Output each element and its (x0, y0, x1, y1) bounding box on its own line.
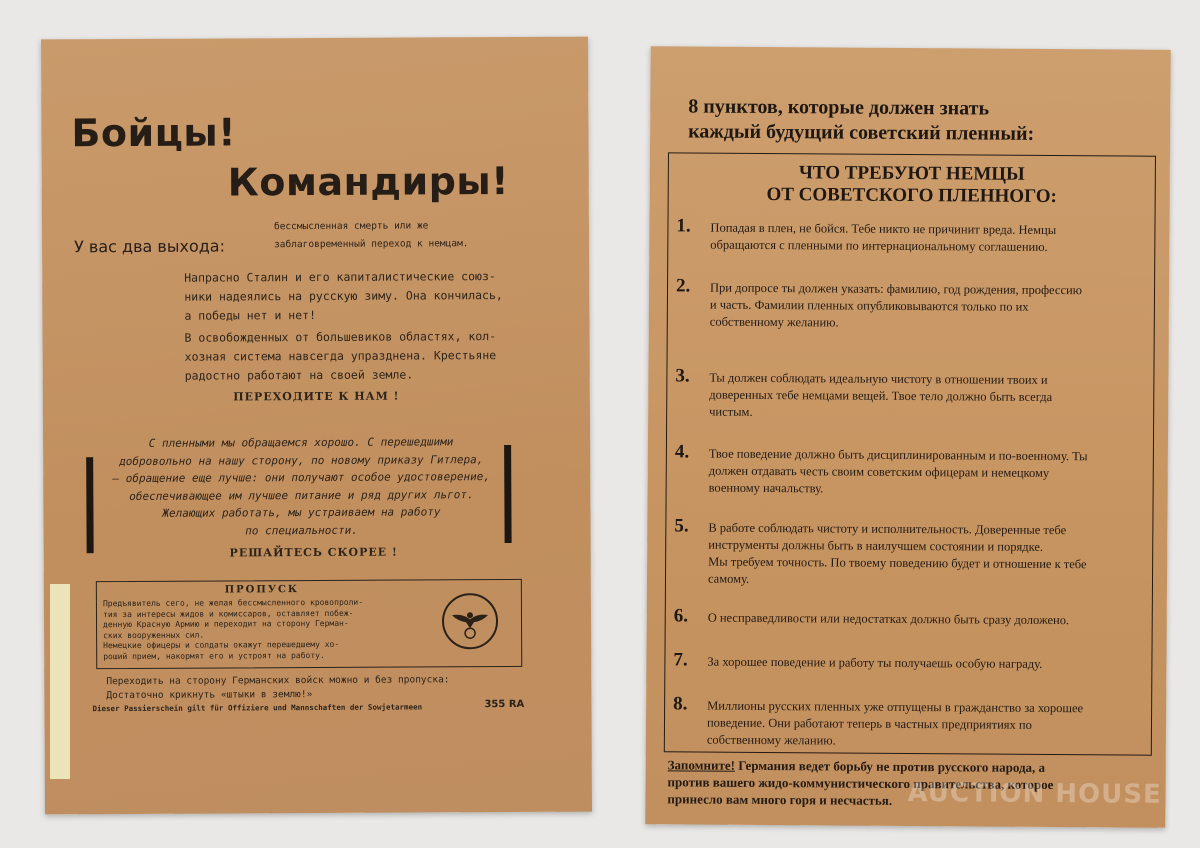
pass-text: Предъявитель сего, не желая бессмысленного кровопроли- тия за интересы жидов и комиссаров, оставляет побеж- денную Красную Армию и переходит на сторону Герман- ских вооруженных сил. Немецкие офицеры и солдаты окажут перешедшему хо- роший прием, накормят его и устроят на работу. (102, 597, 364, 661)
right-title: 8 пунктов, которые должен знать каждый будущий советский пленный: (688, 95, 1035, 145)
call-come-over: ПЕРЕХОДИТЕ К НАМ ! (233, 389, 400, 404)
choice-option-1: бессмысленная смерть или же (273, 220, 429, 233)
paragraph-kolkhoz: В освобожденных от большевиков областях, кол- хозная система навсегда упразднена. Крестьяне радостно работают на своей земле. (184, 329, 497, 383)
footer-label: Запомните! (667, 757, 736, 773)
right-bar (504, 445, 512, 543)
note-line-2: Достаточно крикнуть «штыки в землю!» (106, 689, 313, 702)
paragraph-stalin: Напрасно Сталин и его капиталистические союз- ники надеялись на русскую зиму. Она кончилась, а победы нет и нет! (184, 269, 503, 323)
footer-remember: Запомните! Германия ведет борьбу не против русского народа, а против вашего жидо-коммунистического правительства, которое принесло вам много горя и несчастья. (667, 757, 1054, 808)
leaflet-code: 355 RA (484, 698, 525, 711)
left-bar (86, 457, 94, 553)
leaflet-right (645, 46, 1170, 828)
german-line: Dieser Passierschein gilt für Offiziere und Mannschaften der Sowjetarmeen (92, 702, 423, 714)
note-line-1: Переходить на сторону Германских войск можно и без пропуска: (106, 674, 450, 688)
choice-option-2: заблаговременный переход к немцам. (274, 238, 469, 251)
choice-intro: У вас два выхода: (74, 236, 226, 257)
eagle-emblem-icon (442, 593, 498, 649)
call-decide: РЕШАЙТЕСЬ СКОРЕЕ ! (229, 545, 398, 560)
tape-strip (50, 584, 70, 779)
watermark: AUCTION HOUSE (907, 778, 1162, 810)
italic-block: С пленными мы обращаемся хорошо. С перешедшими добровольно на нашу сторону, по новому приказу Гитлера, — обращение еще лучше: они получают особое удостоверение, обеспечивающее им лучшее питание и ряд других льгот. Желающих работать, мы устраиваем на работу по специальности. (112, 435, 491, 537)
leaflet-left (41, 37, 592, 815)
headline-fighters: Бойцы! (71, 110, 237, 156)
pass-title: ПРОПУСК (224, 584, 300, 596)
requirements-box: ЧТО ТРЕБУЮТ НЕМЦЫ ОТ СОВЕТСКОГО ПЛЕННОГО: 1. Попадая в плен, не бойся. Тебе никто не причинит вреда. Немцы обращаются с пленными по интернациональному соглашению. 2. При допросе ты должен указать: фамилию, год рождения, профессию и часть. Фамилии пленных опубликовываются только по их собственному желанию. 3. Ты должен соблюдать идеальную чистоту в отношении твоих и доверенных тебе немцами вещей. Твое тело должно быть всегда чистым. 4. Твое поведение должно быть дисциплинированным и по-военному. Ты должен отдавать честь своим советским офицерам и немецкому военному начальству. 5. В работе соблюдать чистоту и исполнительность. Доверенные тебе инструменты должны быть в наилучшем состоянии и порядке. Мы требуем точность. По твоему поведению будет и отношение к тебе самому. 6. О несправедливости или недостатках должно быть сразу доложено. 7. За хорошее поведение и работу ты получаешь особую награду. 8. Миллионы русских пленных уже отпущены в гражданство за хорошее поведение. Они работают теперь в частных предприятиях по собственному желанию. (664, 152, 1156, 755)
headline-commanders: Командиры! (227, 158, 510, 205)
box-title: ЧТО ТРЕБУЮТ НЕМЦЫ ОТ СОВЕТСКОГО ПЛЕННОГО: (766, 162, 1057, 208)
